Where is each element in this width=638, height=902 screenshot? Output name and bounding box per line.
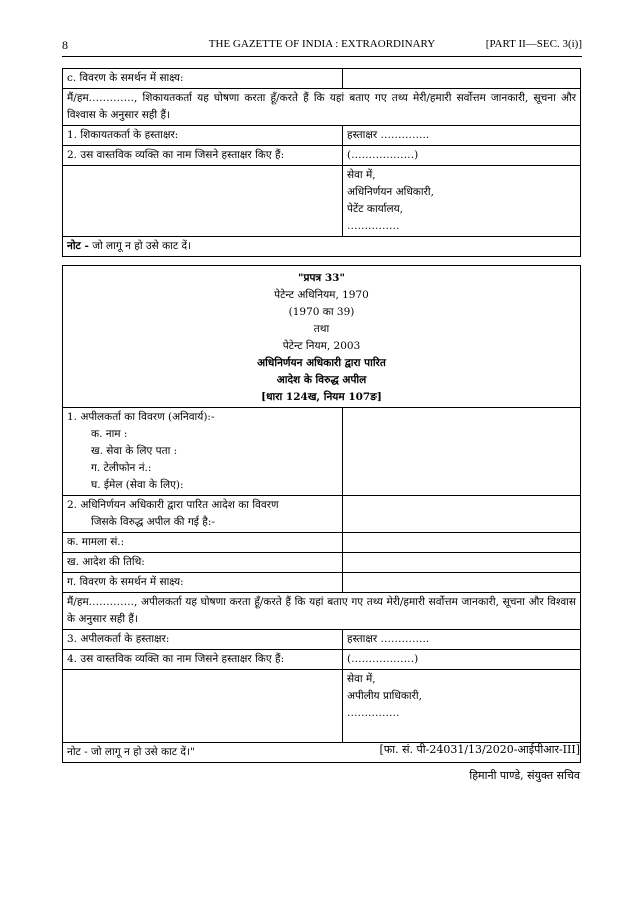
sub-item: घ. ईमेल (सेवा के लिए): xyxy=(91,479,184,491)
page-header xyxy=(62,38,582,54)
header-rule xyxy=(62,56,582,57)
form-33-table xyxy=(62,265,581,763)
table-row xyxy=(63,166,581,237)
table-row xyxy=(63,533,581,553)
sub-item: क. नाम : xyxy=(91,428,128,440)
file-number: [फा. सं. पी-24031/13/2020-आईपीआर-III] xyxy=(379,743,580,756)
blank-cell xyxy=(63,166,343,237)
table-row xyxy=(63,573,581,593)
table-row xyxy=(63,593,581,630)
signature-value: हस्ताक्षर ………….. xyxy=(343,630,581,650)
address-block xyxy=(343,670,581,743)
order-date-label: ख. आदेश की तिथि: xyxy=(63,553,343,573)
table-row xyxy=(63,266,581,408)
table-row xyxy=(63,126,581,146)
note-row: नोट - जो लागू न हो उसे काट दें।" xyxy=(63,743,581,763)
case-number-value xyxy=(343,533,581,553)
note-row xyxy=(63,237,581,257)
part-section: [PART II—SEC. 3(i)] xyxy=(485,38,582,50)
address-line: पेटेंट कार्यालय, xyxy=(347,203,404,215)
table-row xyxy=(63,146,581,166)
table-row xyxy=(63,650,581,670)
note-label: नोट - xyxy=(67,240,89,252)
order-label-line: 2. अधिनिर्णयन अधिकारी द्वारा पारित आदेश का विवरण xyxy=(67,499,279,511)
address-line: सेवा में, xyxy=(347,673,376,685)
gazette-title: THE GAZETTE OF INDIA : EXTRAORDINARY xyxy=(208,38,436,50)
signer-name-label: 2. उस वास्तविक व्यक्ति का नाम जिसने हस्ताक्षर किए हैं: xyxy=(63,146,343,166)
evidence-label: ग. विवरण के समर्थन में साक्ष्य: xyxy=(63,573,343,593)
signature-value: हस्ताक्षर ………….. xyxy=(343,126,581,146)
table-row xyxy=(63,553,581,573)
heading-line: अधिनिर्णयन अधिकारी द्वारा पारित xyxy=(257,357,386,369)
sub-item: ख. सेवा के लिए पता : xyxy=(91,445,178,457)
table-row xyxy=(63,237,581,257)
form-number: "प्रपत्र 33" xyxy=(298,272,345,284)
signer-name-label: 4. उस वास्तविक व्यक्ति का नाम जिसने हस्ताक्षर किए हैं: xyxy=(63,650,343,670)
table-row xyxy=(63,89,581,126)
appellant-value xyxy=(343,408,581,496)
address-line: …………… xyxy=(347,220,400,232)
table-row xyxy=(63,670,581,743)
order-value xyxy=(343,496,581,533)
address-line: सेवा में, xyxy=(347,169,376,181)
signer-name-value: (………………) xyxy=(343,650,581,670)
table-row xyxy=(63,69,581,89)
appellant-label: 1. अपीलकर्ता का विवरण (अनिवार्य):- xyxy=(67,411,215,423)
signature-label: 1. शिकायतकर्ता के हस्ताक्षर: xyxy=(63,126,343,146)
form-heading xyxy=(63,266,581,408)
act-name: पेटेन्ट अधिनियम, 1970 xyxy=(274,289,369,301)
address-line: …………… xyxy=(347,707,400,719)
signature-label: 3. अपीलकर्ता के हस्ताक्षर: xyxy=(63,630,343,650)
declaration-text: मैं/हम…………., अपीलकर्ता यह घोषणा करता हूँ/करते हैं कि यहां बताए गए तथ्य मेरी/हमारी सर्वोत्तम जानकारी, सूचना और विश्वास के अनुसार सही हैं। xyxy=(63,593,581,630)
sub-item: ग. टेलीफोन नं.: xyxy=(91,462,152,474)
appellant-details xyxy=(63,408,343,496)
table-row xyxy=(63,630,581,650)
table-row xyxy=(63,496,581,533)
conjunction: तथा xyxy=(313,323,330,335)
table-row xyxy=(63,408,581,496)
declaration-text: मैं/हम…………., शिकायतकर्ता यह घोषणा करता हूँ/करते हैं कि यहां बताए गए तथ्य मेरी/हमारी सर्वोत्तम जानकारी, सूचना और विश्वास के अनुसार सही हैं। xyxy=(63,89,581,126)
act-number: (1970 का 39) xyxy=(288,306,355,318)
section-reference: [धारा 124ख, नियम 107ङ] xyxy=(261,391,382,403)
case-number-label: क. मामला सं.: xyxy=(63,533,343,553)
order-details xyxy=(63,496,343,533)
page-number: 8 xyxy=(62,38,68,52)
signer-name-value: (………………) xyxy=(343,146,581,166)
form-1-table xyxy=(62,68,581,257)
evidence-value xyxy=(343,69,581,89)
evidence-value xyxy=(343,573,581,593)
address-line: अधिनिर्णयन अधिकारी, xyxy=(347,186,434,198)
address-block xyxy=(343,166,581,237)
order-date-value xyxy=(343,553,581,573)
address-line: अपीलीय प्राधिकारी, xyxy=(347,690,422,702)
note-text: जो लागू न हो उसे काट दें। xyxy=(88,240,192,252)
blank-cell xyxy=(63,670,343,743)
evidence-label: c. विवरण के समर्थन में साक्ष्य: xyxy=(63,69,343,89)
heading-line: आदेश के विरुद्ध अपील xyxy=(276,374,367,386)
order-label-line: जिसके विरुद्ध अपील की गई है:- xyxy=(91,516,215,528)
rules-name: पेटेन्ट नियम, 2003 xyxy=(282,340,361,352)
signatory: हिमानी पाण्डे, संयुक्त सचिव xyxy=(469,769,580,782)
